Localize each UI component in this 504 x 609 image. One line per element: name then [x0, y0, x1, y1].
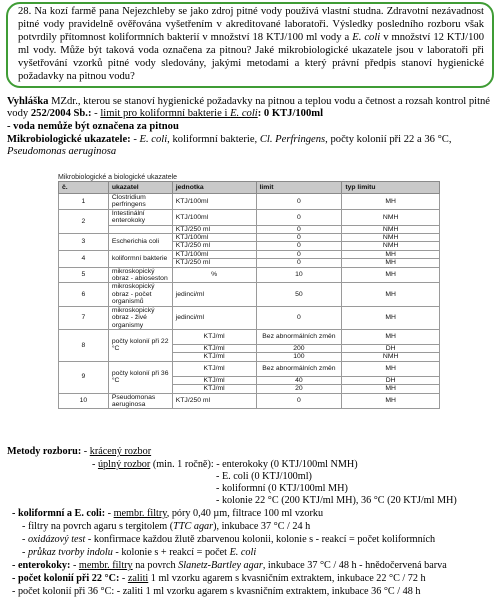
- methods-short: krácený rozbor: [89, 446, 152, 457]
- cell-limit-type: MH: [342, 194, 440, 210]
- cell-limit-type: NMH: [342, 234, 440, 242]
- cell-indicator: Intestinální enterokoky: [108, 209, 172, 225]
- cell-number: 5: [59, 267, 109, 283]
- coli-text: ), inkubace 37 °C / 24 h: [213, 521, 311, 532]
- cell-number: 4: [59, 250, 109, 267]
- enterococci-text: na povrch: [132, 560, 179, 571]
- cell-indicator: [108, 225, 172, 233]
- cell-limit: Bez abnormálních změn: [256, 329, 342, 344]
- enterococci-filter: membr. filtry: [78, 560, 133, 571]
- law-text: MZdr., kterou se stanoví hygienické požadavky na pitnou a teplou vodu a četnost a rozsah kontrol pitné vody: [7, 96, 491, 120]
- coli-line-3: [22, 534, 435, 546]
- cell-unit: KTJ/100ml: [172, 194, 256, 210]
- cell-indicator: Escherichia coli: [108, 234, 172, 251]
- law-limit: limit pro koliformní bakterie i: [100, 108, 231, 120]
- cell-limit-type: MH: [342, 306, 440, 329]
- cell-unit: KTJ/ml: [172, 385, 256, 393]
- cell-number: 7: [59, 306, 109, 329]
- coli-dash: -: [105, 508, 114, 519]
- cell-indicator: počty kolonií při 36 °C: [108, 361, 172, 393]
- cell-limit: 0: [256, 242, 342, 250]
- cell-indicator: koliformní bakterie: [108, 250, 172, 267]
- cell-limit: 0: [256, 393, 342, 409]
- enterococci-line: [12, 560, 447, 572]
- cell-indicator: mikroskopický obraz - abioseston: [108, 267, 172, 283]
- methods-label: Metody rozboru:: [7, 446, 82, 457]
- indicators-text: , koliformní bakterie,: [167, 134, 260, 145]
- table-row: [59, 234, 440, 242]
- cell-limit-type: MH: [342, 283, 440, 306]
- question-box: [6, 2, 494, 88]
- enterococci-text: -: [70, 560, 79, 571]
- table-title: Mikrobiologické a biologické ukazatele: [58, 174, 178, 181]
- indicators-text: -: [130, 134, 140, 145]
- cell-unit: KTJ/250 ml: [172, 225, 256, 233]
- cell-limit: 10: [256, 267, 342, 283]
- law-limit-end: : 0 KTJ/100ml: [257, 108, 324, 120]
- cell-unit: %: [172, 267, 256, 283]
- law-bold: Vyhláška: [7, 96, 49, 107]
- cell-limit: 50: [256, 283, 342, 306]
- table-row: [59, 329, 440, 344]
- methods-line-2: - úplný rozbor (min. 1 ročně): - enterokoky (0 KTJ/100ml NMH): [92, 459, 358, 470]
- cell-limit-type: DH: [342, 376, 440, 384]
- cell-limit-type: MH: [342, 329, 440, 344]
- cell-limit-type: MH: [342, 385, 440, 393]
- indicators-cperf: Cl. Perfringens: [259, 134, 326, 145]
- header-number: č.: [59, 182, 109, 194]
- cell-limit: 200: [256, 344, 342, 352]
- table-row: [59, 306, 440, 329]
- cell-unit: KTJ/ml: [172, 344, 256, 352]
- cell-limit-type: NMH: [342, 353, 440, 361]
- coli-text: - konfirmace každou žlutě zbarvenou kolonii, kolonie s - reakcí = počet koliformních: [85, 534, 436, 545]
- cell-unit: KTJ/100ml: [172, 209, 256, 225]
- methods-full: úplný rozbor: [97, 459, 151, 470]
- methods-line-4: - koliformní (0 KTJ/100ml MH): [216, 483, 348, 494]
- cell-unit: KTJ/ml: [172, 353, 256, 361]
- cell-limit-type: NMH: [342, 209, 440, 225]
- cell-limit: 0: [256, 225, 342, 233]
- cell-limit: 20: [256, 385, 342, 393]
- cell-limit: 0: [256, 306, 342, 329]
- indicators-table: [58, 181, 440, 409]
- indicators-paragraph: [7, 134, 499, 159]
- colonies-22-line: [12, 573, 426, 585]
- header-limit: limit: [256, 182, 342, 194]
- methods-full-note: (min. 1 ročně): - enterokoky (0 KTJ/100ml NMH): [150, 459, 358, 470]
- table-row: [59, 225, 440, 233]
- header-limit-type: typ limitu: [342, 182, 440, 194]
- coli-indole: - průkaz tvorby indolu: [22, 547, 113, 558]
- cell-limit: 0: [256, 250, 342, 258]
- colonies-22-text: -: [119, 573, 128, 584]
- cell-limit: 0: [256, 209, 342, 225]
- cell-limit: 0: [256, 234, 342, 242]
- question-text-b: v množství 12 KTJ/100 ml vody. Může být taková voda označena za pitnou? Jaké mikrobiologické ukazatele jsou v laboratoři při vyšetřování vzorků pitné vody sledovány, jakými metodami a který právní předpis stanoví hygienické požadavky na pitnou vodu?: [18, 31, 484, 82]
- indicators-text: , počty kolonií při 22 a 36 °C,: [325, 134, 452, 145]
- indicators-pseudo: Pseudomonas aeruginosa: [7, 146, 117, 158]
- cell-unit: KTJ/250 ml: [172, 242, 256, 250]
- colonies-22-pour: zaliti: [127, 573, 149, 584]
- cell-unit: KTJ/250 ml: [172, 259, 256, 267]
- cell-limit: 0: [256, 259, 342, 267]
- cell-number: 8: [59, 329, 109, 361]
- coli-ecoli: E. coli: [229, 547, 257, 558]
- cell-number: 10: [59, 393, 109, 409]
- coli-label: - koliformní a E. coli:: [12, 508, 106, 519]
- cell-unit: jedinci/ml: [172, 306, 256, 329]
- cell-indicator: počty kolonií při 22 °C: [108, 329, 172, 361]
- cell-unit: KTJ/ml: [172, 329, 256, 344]
- cell-indicator: mikroskopický obraz - živé organismy: [108, 306, 172, 329]
- cell-indicator: mikroskopický obraz - počet organismů: [108, 283, 172, 306]
- cell-indicator: Pseudomonas aeruginosa: [108, 393, 172, 409]
- cell-limit-type: MH: [342, 250, 440, 258]
- cell-number: 3: [59, 234, 109, 251]
- table-row: [59, 283, 440, 306]
- coli-text: - filtry na povrch agaru s tergitolem (: [22, 521, 174, 532]
- indicators-ecoli: E. coli: [139, 134, 168, 145]
- cell-unit: KTJ/ml: [172, 361, 256, 376]
- coli-line-4: [22, 547, 256, 559]
- table-row: [59, 209, 440, 225]
- cell-indicator: Clostridium perfringens: [108, 194, 172, 210]
- coli-line-1: [12, 508, 323, 520]
- coli-oxidase: - oxidázový test: [22, 534, 86, 545]
- cell-limit-type: MH: [342, 361, 440, 376]
- cell-limit-type: DH: [342, 344, 440, 352]
- cell-number: 9: [59, 361, 109, 393]
- table-row: [59, 194, 440, 210]
- cell-limit-type: MH: [342, 393, 440, 409]
- methods-line-3: - E. coli (0 KTJ/100ml): [216, 471, 312, 482]
- cell-unit: KTJ/100ml: [172, 234, 256, 242]
- question-text-a: Na kozí farmě pana Nejezchleby se jako zdroj pitné vody používá vlastní studna. Zdravotní nezávadnost pitné vody pravidelně ověřována vyšetřením v akreditované laboratoři. Výsledky posledního rozboru však potvrdily přítomnost koliformních bakterií v množství 18 KTJ/100 ml vody a: [18, 6, 484, 43]
- law-limit-ecoli: E. coli: [230, 108, 258, 120]
- cell-limit: 0: [256, 194, 342, 210]
- question-number: 28.: [18, 6, 32, 17]
- cell-limit-type: MH: [342, 259, 440, 267]
- cell-number: 6: [59, 283, 109, 306]
- cell-number: 1: [59, 194, 109, 210]
- coli-ttc: TTC agar: [173, 521, 214, 532]
- table-row: [59, 267, 440, 283]
- colonies-36-line: - počet kolonií při 36 °C: - zaliti 1 ml vzorku agarem s kvasničním extraktem, inkubace 36 °C / 48 h: [12, 586, 421, 597]
- coli-text: - kolonie s + reakcí = počet: [112, 547, 230, 558]
- cell-limit: 100: [256, 353, 342, 361]
- methods-line-5: - kolonie 22 °C (200 KTJ/ml MH), 36 °C (20 KTJ/ml MH): [216, 495, 457, 506]
- law-paragraph: [7, 96, 499, 121]
- cell-limit-type: NMH: [342, 225, 440, 233]
- cell-limit-type: MH: [342, 267, 440, 283]
- coli-filter: membr. filtry: [113, 508, 167, 519]
- cell-unit: KTJ/100ml: [172, 250, 256, 258]
- header-unit: jednotka: [172, 182, 256, 194]
- enterococci-text: , inkubace 37 °C / 48 h - hnědočervená barva: [262, 560, 447, 571]
- colonies-22-text: 1 ml vzorku agarem s kvasničním extraktem, inkubace 22 °C / 72 h: [148, 573, 426, 584]
- cell-unit: jedinci/ml: [172, 283, 256, 306]
- question-ecoli: E. coli: [352, 31, 381, 43]
- methods-line-1: Metody rozboru: - krácený rozbor: [7, 446, 152, 457]
- indicators-label: Mikrobiologické ukazatele:: [7, 134, 131, 145]
- verdict: - voda nemůže být označena za pitnou: [7, 121, 179, 132]
- enterococci-agar: Slanetz-Bartley agar: [178, 560, 263, 571]
- table-row: [59, 393, 440, 409]
- enterococci-label: - enterokoky:: [12, 560, 71, 571]
- colonies-22-label: - počet kolonií při 22 °C:: [12, 573, 120, 584]
- header-indicator: ukazatel: [108, 182, 172, 194]
- cell-limit: 40: [256, 376, 342, 384]
- table-row: [59, 361, 440, 376]
- cell-unit: KTJ/ml: [172, 376, 256, 384]
- cell-number: 2: [59, 209, 109, 233]
- coli-line-2: [22, 521, 310, 533]
- law-dash: -: [91, 108, 101, 120]
- cell-unit: KTJ/250 ml: [172, 393, 256, 409]
- law-number: 252/2004 Sb.:: [30, 108, 92, 120]
- cell-limit: Bez abnormálních změn: [256, 361, 342, 376]
- cell-limit-type: NMH: [342, 242, 440, 250]
- coli-filter-rest: , póry 0,40 µm, filtrace 100 ml vzorku: [166, 508, 324, 519]
- table-row: [59, 250, 440, 258]
